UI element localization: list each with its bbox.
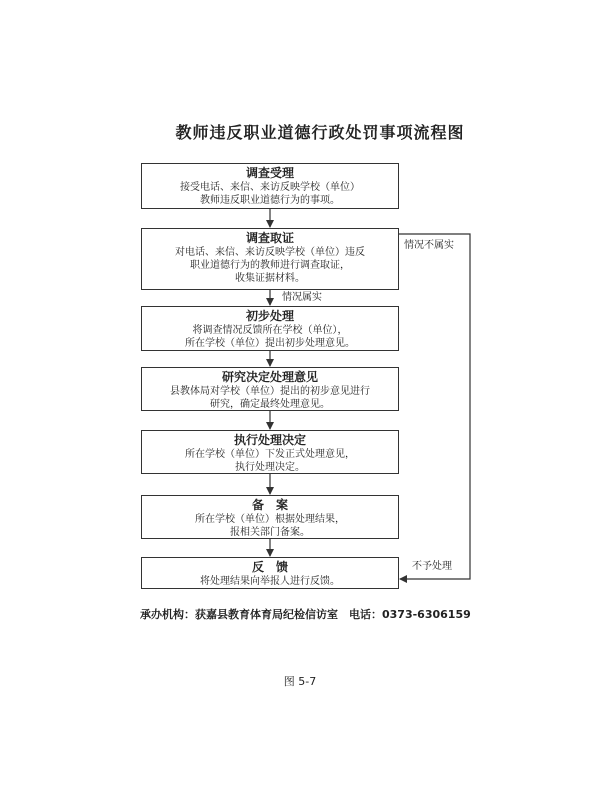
step-text-line: 所在学校（单位）根据处理结果，	[195, 514, 345, 525]
footer-contact: 承办机构：获嘉县教育体育局纪检信访室 电话：0373-6306159	[140, 608, 471, 621]
step-text-line: 执行处理决定。	[235, 462, 305, 473]
bypass-not-true-path	[399, 234, 470, 579]
step-text-line: 职业道德行为的教师进行调查取证，	[190, 260, 350, 271]
step-text-line: 所在学校（单位）下发正式处理意见，	[185, 449, 355, 460]
step-text-line: 研究，确定最终处理意见。	[210, 399, 330, 410]
step-text-line: 所在学校（单位）提出初步处理意见。	[185, 338, 355, 349]
label-not-true: 情况不属实	[404, 240, 454, 251]
step-text-line: 对电话、来信、来访反映学校（单位）违反	[175, 247, 365, 258]
step-heading: 调查受理	[245, 166, 294, 180]
step-heading: 初步处理	[245, 309, 294, 323]
label-true: 情况属实	[282, 292, 322, 303]
step-heading: 研究决定处理意见	[221, 370, 318, 384]
step-text-line: 收集证据材料。	[235, 273, 305, 284]
step-text-line: 县教体局对学校（单位）提出的初步意见进行	[170, 386, 370, 397]
step-text-line: 报相关部门备案。	[230, 527, 310, 538]
step-text-line: 接受电话、来信、来访反映学校（单位）	[180, 182, 360, 193]
step-text-line: 将处理结果向举报人进行反馈。	[200, 576, 340, 587]
figure-caption: 图 5-7	[283, 675, 317, 688]
step-text-line: 教师违反职业道德行为的事项。	[200, 195, 340, 206]
step-text-line: 将调查情况反馈所在学校（单位），	[192, 325, 348, 336]
step-heading: 反 馈	[251, 560, 288, 574]
step-heading: 备 案	[251, 498, 288, 512]
label-no-action: 不予处理	[412, 561, 452, 572]
step-heading: 执行处理决定	[233, 433, 306, 447]
step-heading: 调查取证	[245, 231, 294, 245]
diagram-title: 教师违反职业道德行政处罚事项流程图	[175, 123, 465, 142]
